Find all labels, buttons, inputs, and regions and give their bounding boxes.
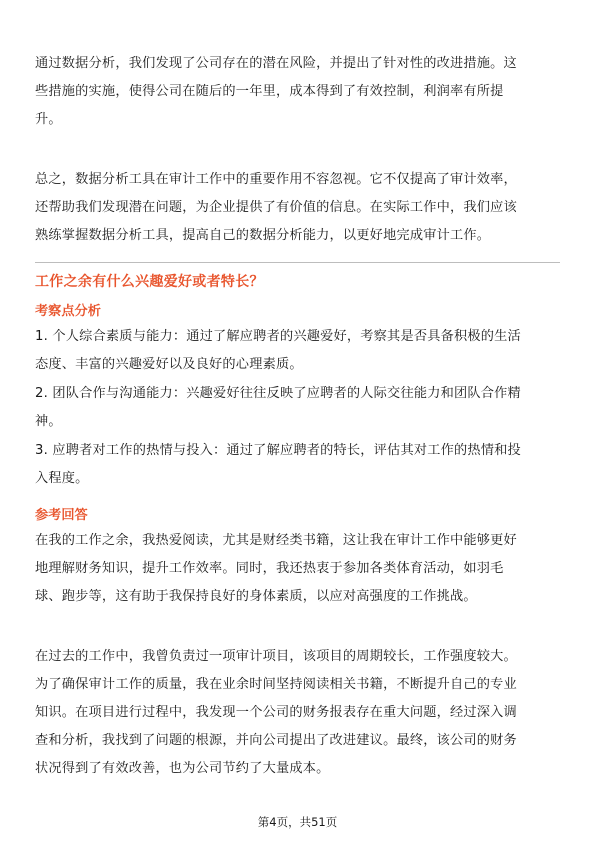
- intro-paragraph-1: 通过数据分析，我们发现了公司存在的潜在风险，并提出了针对性的改进措施。这 些措施的实施，使得公司在随后的一年里，成本得到了有效控制，利润率有所提 升。: [35, 56, 517, 127]
- answer-heading: 参考回答: [35, 508, 88, 523]
- section-divider: [35, 262, 560, 263]
- analysis-item-1: 1. 个人综合素质与能力：通过了解应聘者的兴趣爱好，考察其是否具备积极的生活 态度、丰富的兴趣爱好以及良好的心理素质。: [35, 329, 521, 372]
- analysis-heading: 考察点分析: [35, 304, 101, 319]
- intro-paragraph-2: 总之，数据分析工具在审计工作中的重要作用不容忽视。它不仅提高了审计效率， 还帮助我们发现潜在问题，为企业提供了有价值的信息。在实际工作中，我们应该 熟练掌握数据分析工具，提高自己的数据分析能力，以更好地完成审计工作。: [35, 172, 517, 243]
- analysis-item-3: 3. 应聘者对工作的热情与投入：通过了解应聘者的特长，评估其对工作的热情和投 入程度。: [35, 443, 521, 486]
- question-title: 工作之余有什么兴趣爱好或者特长？: [35, 274, 264, 290]
- page-number-footer: 第4页，共51页: [257, 815, 338, 829]
- answer-paragraph-1: 在我的工作之余，我热爱阅读，尤其是财经类书籍，这让我在审计工作中能够更好 地理解财务知识，提升工作效率。同时，我还热衷于参加各类体育活动，如羽毛 球、跑步等，这有助于我保持良好的身体素质，以应对高强度的工作挑战。: [35, 533, 517, 604]
- answer-paragraph-2: 在过去的工作中，我曾负责过一项审计项目，该项目的周期较长，工作强度较大。 为了确保审计工作的质量，我在业余时间坚持阅读相关书籍，不断提升自己的专业 知识。在项目进行过程中，我发现一个公司的财务报表存在重大问题，经过深入调 查和分析，我找到了问题的根源，并向公司提出了改进建议。最终，该公司的财务 状况得到了有效改善，也为公司节约了大量成本。: [35, 649, 517, 776]
- analysis-item-2: 2. 团队合作与沟通能力：兴趣爱好往往反映了应聘者的人际交往能力和团队合作精 神。: [35, 386, 521, 429]
